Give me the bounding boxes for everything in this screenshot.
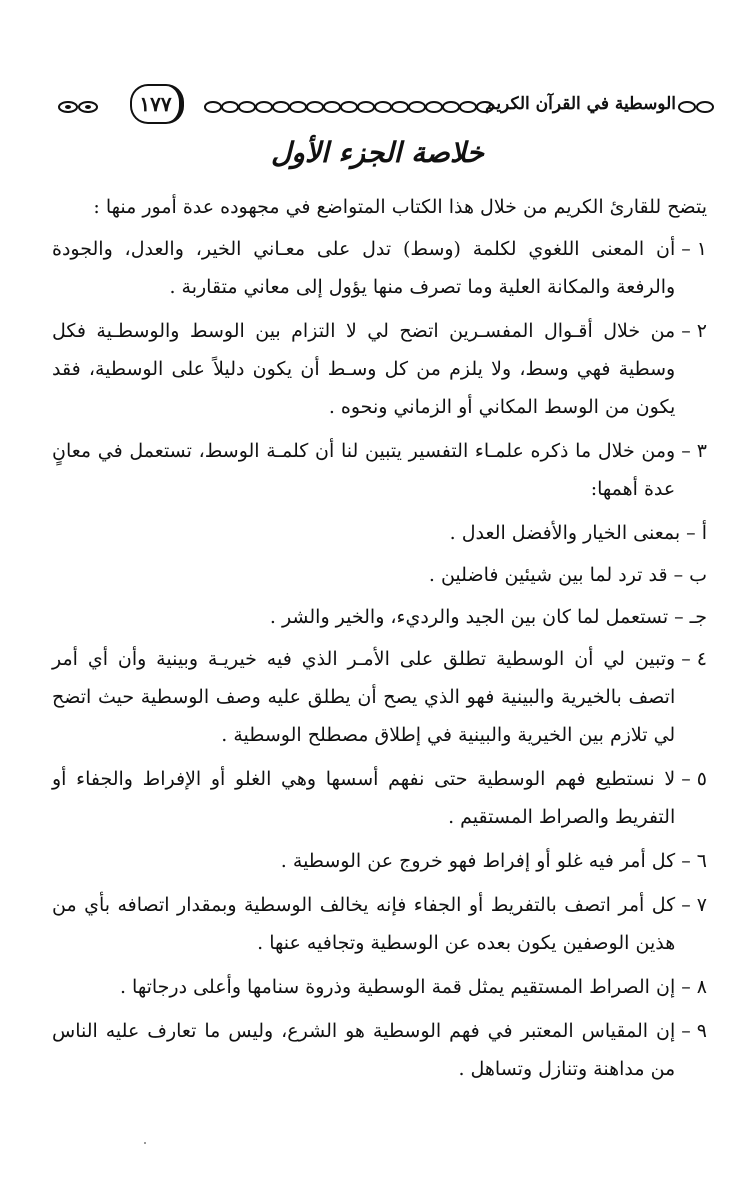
item-number: ٥ – bbox=[681, 768, 707, 790]
ornament-left bbox=[58, 101, 118, 113]
item-text: كل أمر اتصف بالتفريط أو الجفاء فإنه يخالف الوسطية وبمقدار اتصافه بأي من هذين الوصفين يكون بعده عن الوسطية وتجافيه عنها . bbox=[52, 894, 676, 954]
item-number: ٢ – bbox=[681, 320, 707, 342]
item-number: ٤ – bbox=[681, 648, 707, 670]
list-item bbox=[52, 312, 707, 426]
list-item bbox=[52, 432, 707, 508]
sub-item bbox=[52, 556, 707, 594]
sub-item bbox=[52, 598, 707, 636]
ornament-right bbox=[678, 101, 714, 113]
sub-item-letter: أ – bbox=[686, 522, 707, 544]
chapter-title: خلاصة الجزء الأول bbox=[271, 136, 484, 169]
list-item bbox=[52, 1012, 707, 1088]
item-text: إن المقياس المعتبر في فهم الوسطية هو الشرع، وليس ما تعارف عليه الناس من مداهنة وتنازل وتساهل . bbox=[52, 1020, 676, 1080]
sub-item-letter: ب – bbox=[673, 564, 707, 586]
page-number: ١٧٧ bbox=[130, 84, 184, 124]
item-text: من خلال أقـوال المفسـرين اتضح لي لا التزام بين الوسط والوسطـية فكل وسطية فهي وسط، ولا يلزم من كل وسـط أن يكون دليلاً على الوسطية، فقد يكون من الوسط المكاني أو الزماني ونحوه . bbox=[52, 320, 676, 418]
item-text: إن الصراط المستقيم يمثل قمة الوسطية وذروة سنامها وأعلى درجاتها . bbox=[119, 976, 676, 998]
item-number: ٣ – bbox=[681, 440, 707, 462]
sub-item-text: بمعنى الخيار والأفضل العدل . bbox=[449, 522, 681, 544]
list-item bbox=[52, 886, 707, 962]
list-item bbox=[52, 842, 707, 880]
list-item bbox=[52, 968, 707, 1006]
page-header bbox=[58, 84, 714, 128]
ornament-chain bbox=[204, 101, 504, 113]
scan-speck bbox=[144, 1142, 146, 1144]
item-number: ٩ – bbox=[681, 1020, 707, 1042]
running-title: الوسطية في القرآن الكريم bbox=[485, 94, 676, 114]
item-text: لا نستطيع فهم الوسطية حتى نفهم أسسها وهي الغلو أو الإفراط والجفاء أو التفريط والصراط المستقيم . bbox=[52, 768, 676, 828]
item-text: وتبين لي أن الوسطية تطلق على الأمـر الذي فيه خيريـة وبينية وأن أي أمر اتصف بالخيرية والبينية فهو الذي يصح أن يطلق عليه وصف الوسطية حيث اتضح لي تلازم بين الخيرية والبينية في إطلاق مصطلح الوسطية . bbox=[52, 648, 676, 746]
item-text: ومن خلال ما ذكره علمـاء التفسير يتبين لنا أن كلمـة الوسط، تستعمل في معانٍ عدة أهمها: bbox=[52, 440, 676, 500]
sub-item bbox=[52, 514, 707, 552]
item-text: أن المعنى اللغوي لكلمة (وسط) تدل على معـاني الخير، والعدل، والجودة والرفعة والمكانة العلية وما تصرف منها يؤول إلى معاني متقاربة . bbox=[52, 238, 676, 298]
list-item bbox=[52, 760, 707, 836]
item-number: ٧ – bbox=[681, 894, 707, 916]
list-item bbox=[52, 230, 707, 306]
sub-item-text: قد ترد لما بين شيئين فاضلين . bbox=[428, 564, 668, 586]
list-item bbox=[52, 640, 707, 754]
item-number: ٦ – bbox=[681, 850, 707, 872]
item-number: ٨ – bbox=[681, 976, 707, 998]
page-body bbox=[52, 188, 707, 1094]
item-number: ١ – bbox=[681, 238, 707, 260]
sub-item-text: تستعمل لما كان بين الجيد والرديء، والخير والشر . bbox=[269, 606, 669, 628]
sub-item-letter: جـ – bbox=[674, 606, 707, 628]
item-text: كل أمر فيه غلو أو إفراط فهو خروج عن الوسطية . bbox=[280, 850, 676, 872]
intro-paragraph: يتضح للقارئ الكريم من خلال هذا الكتاب المتواضع في مجهوده عدة أمور منها : bbox=[93, 196, 707, 218]
